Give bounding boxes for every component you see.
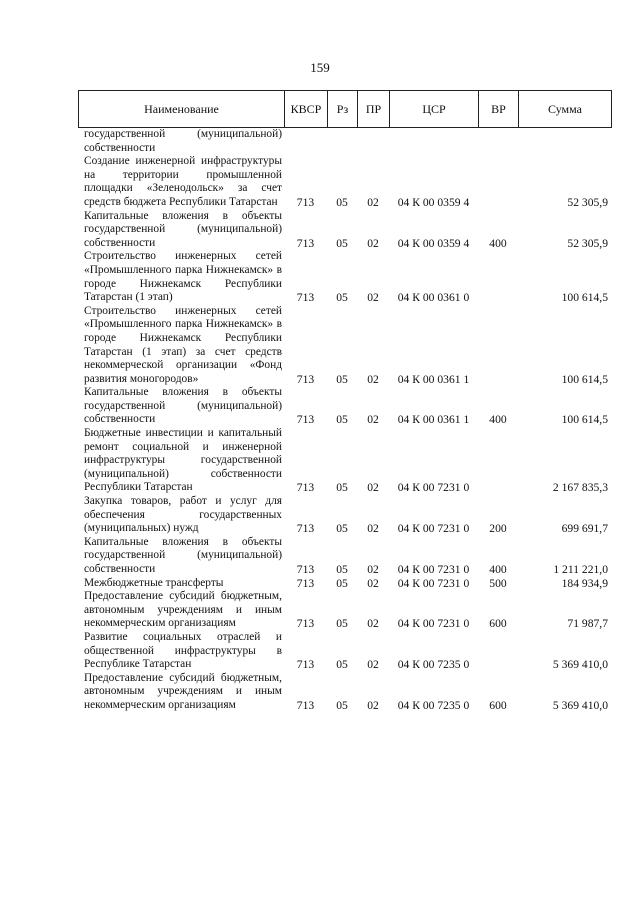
row-name: Закупка товаров, работ и услуг для обеспечения государственных (муниципальных) нужд — [84, 495, 282, 535]
row-kvsr: 713 — [296, 698, 315, 712]
row-rz: 05 — [336, 291, 348, 305]
header-sum: Сумма — [548, 101, 582, 116]
table-row — [78, 386, 612, 427]
row-csr: 04 К 00 0359 4 — [397, 195, 470, 209]
row-name: Предоставление субсидий бюджетным, автономным учреждениям и иным некоммерческим организациям — [84, 590, 282, 630]
row-name: Строительство инженерных сетей «Промышленного парка Нижнекамск» в городе Нижнекамск Республики Татарстан (1 этап) — [84, 250, 282, 304]
table-body — [78, 128, 612, 713]
row-csr: 04 К 00 0361 0 — [397, 291, 470, 305]
row-kvsr: 713 — [296, 481, 315, 495]
row-csr: 04 К 00 7235 0 — [397, 658, 470, 672]
row-rz: 05 — [336, 372, 348, 386]
row-pr: 02 — [367, 617, 379, 631]
row-kvsr: 713 — [296, 372, 315, 386]
header-pr: ПР — [358, 91, 390, 127]
table-row — [78, 427, 612, 495]
row-vr: 600 — [489, 698, 507, 712]
header-name: Наименование — [79, 91, 285, 127]
row-sum: 52 305,9 — [567, 195, 608, 209]
table-row — [78, 631, 612, 672]
row-rz: 05 — [336, 617, 348, 631]
row-vr: 400 — [489, 563, 507, 576]
row-rz: 05 — [336, 481, 348, 495]
row-rz: 05 — [336, 563, 348, 576]
row-kvsr: 713 — [296, 522, 315, 536]
row-sum: 5 369 410,0 — [552, 698, 608, 712]
row-rz: 05 — [336, 195, 348, 209]
row-kvsr: 713 — [296, 291, 315, 305]
row-kvsr: 713 — [296, 617, 315, 631]
row-vr: 400 — [489, 413, 507, 427]
row-sum: 100 614,5 — [561, 372, 608, 386]
row-sum: 100 614,5 — [561, 413, 608, 427]
row-kvsr: 713 — [296, 563, 315, 576]
row-kvsr: 713 — [296, 195, 315, 209]
table-row — [78, 590, 612, 631]
row-pr: 02 — [367, 576, 379, 590]
row-sum: 699 691,7 — [561, 522, 608, 536]
row-pr: 02 — [367, 698, 379, 712]
header-vr: ВР — [479, 91, 519, 127]
row-rz: 05 — [336, 236, 348, 250]
row-vr: 500 — [489, 576, 507, 590]
row-csr: 04 К 00 0361 1 — [397, 372, 470, 386]
row-sum: 2 167 835,3 — [552, 481, 608, 495]
row-sum: 52 305,9 — [567, 236, 608, 250]
row-rz: 05 — [336, 413, 348, 427]
row-pr: 02 — [367, 195, 379, 209]
table-row — [78, 128, 612, 155]
row-pr: 02 — [367, 481, 379, 495]
table-row — [78, 210, 612, 251]
header-kvsr: КВСР — [285, 91, 328, 127]
row-name: Межбюджетные трансферты — [84, 576, 224, 589]
row-name: Капитальные вложения в объекты государственной (муниципальной) собственности — [84, 386, 282, 426]
row-name: Строительство инженерных сетей «Промышленного парка Нижнекамск» в городе Нижнекамск Республики Татарстан (1 этап) за счет средств некоммерческой организации «Фонд развития моногородов» — [84, 304, 282, 385]
table-header — [78, 90, 612, 128]
row-name: Предоставление субсидий бюджетным, автономным учреждениям и иным некоммерческим организациям — [84, 671, 282, 711]
row-csr: 04 К 00 0359 4 — [397, 236, 470, 250]
row-sum: 5 369 410,0 — [552, 658, 608, 672]
row-vr: 600 — [489, 617, 507, 631]
row-name: Бюджетные инвестиции и капитальный ремонт социальной и инженерной инфраструктуры государственной (муниципальной) собственности Республики Татарстан — [84, 427, 282, 494]
header-rz: Рз — [328, 91, 358, 127]
row-pr: 02 — [367, 413, 379, 427]
row-name: Развитие социальных отраслей и общественной инфраструктуры в Республике Татарстан — [84, 630, 282, 671]
row-vr: 400 — [489, 236, 507, 250]
row-pr: 02 — [367, 522, 379, 536]
row-sum: 184 934,9 — [561, 576, 608, 590]
row-sum: 100 614,5 — [561, 291, 608, 305]
row-csr: 04 К 00 7231 0 — [397, 522, 470, 536]
page-number: 159 — [310, 60, 330, 75]
row-sum: 71 987,7 — [567, 617, 608, 631]
row-name: Капитальные вложения в объекты государственной (муниципальной) собственности — [84, 535, 282, 575]
row-rz: 05 — [336, 698, 348, 712]
row-csr: 04 К 00 7231 0 — [397, 576, 470, 590]
row-kvsr: 713 — [296, 413, 315, 427]
row-pr: 02 — [367, 658, 379, 672]
row-name: государственной (муниципальной) собственности — [84, 128, 282, 154]
table-row — [78, 536, 612, 577]
row-sum: 1 211 221,0 — [553, 563, 608, 576]
row-csr: 04 К 00 7231 0 — [397, 563, 470, 576]
row-csr: 04 К 00 7231 0 — [397, 617, 470, 631]
table-row — [78, 250, 612, 304]
row-name: Создание инженерной инфраструктуры на территории промышленной площадки «Зеленодольск» за счет средств бюджета Республики Татарстан — [84, 155, 282, 208]
row-name: Капитальные вложения в объекты государственной (муниципальной) собственности — [84, 209, 282, 249]
row-kvsr: 713 — [296, 576, 315, 590]
table-row — [78, 305, 612, 387]
row-rz: 05 — [336, 576, 348, 590]
row-csr: 04 К 00 7231 0 — [397, 481, 470, 495]
row-vr: 200 — [489, 522, 507, 536]
row-pr: 02 — [367, 236, 379, 250]
row-kvsr: 713 — [296, 658, 315, 672]
header-csr: ЦСР — [390, 91, 479, 127]
row-pr: 02 — [367, 291, 379, 305]
row-csr: 04 К 00 7235 0 — [397, 698, 470, 712]
row-kvsr: 713 — [296, 236, 315, 250]
table-row — [78, 672, 612, 713]
table-row — [78, 155, 612, 209]
row-pr: 02 — [367, 372, 379, 386]
table-row — [78, 495, 612, 536]
row-csr: 04 К 00 0361 1 — [397, 413, 470, 427]
row-rz: 05 — [336, 658, 348, 672]
table-row — [78, 577, 612, 591]
row-rz: 05 — [336, 522, 348, 536]
row-pr: 02 — [367, 563, 379, 576]
